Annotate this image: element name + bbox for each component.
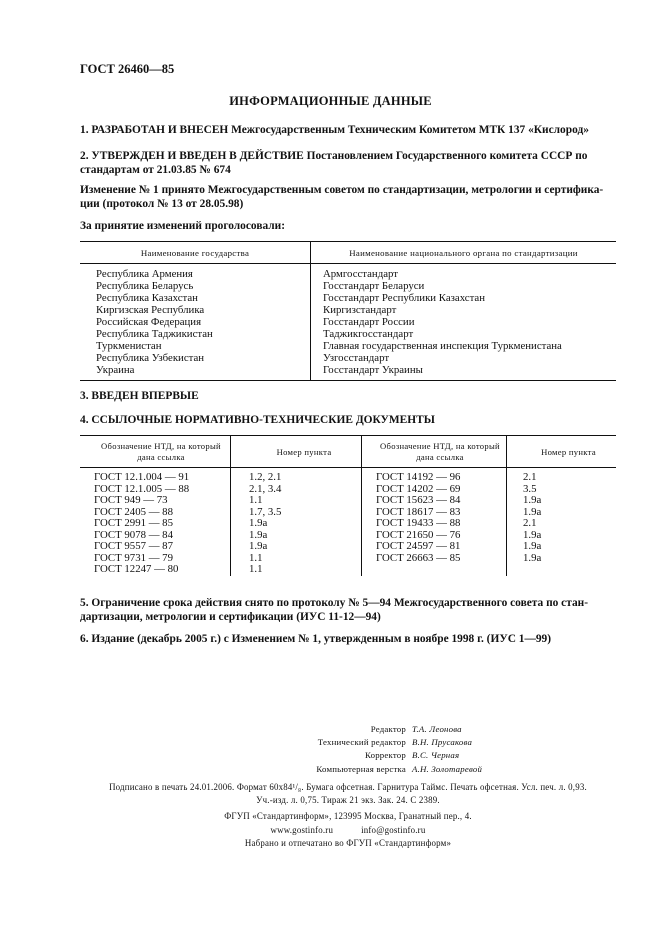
ntd-header-designation-right: Обозначение НТД, на который дана ссылка: [362, 436, 507, 468]
table-row: [80, 340, 616, 352]
ntd-clause: 1.1: [231, 553, 362, 565]
ntd-clause: 1.9а: [523, 494, 542, 506]
ntd-clause: 1.9а: [523, 540, 542, 552]
table-row: [80, 304, 616, 316]
ntd-designation: ГОСТ 949 — 73: [80, 495, 231, 507]
ntd-designation: ГОСТ 15623 — 84: [362, 495, 507, 507]
section-2: 2. УТВЕРЖДЕН И ВВЕДЕН В ДЕЙСТВИЕ Постановлением Государственного комитета СССР по стандартам от 21.03.85 № 674: [80, 150, 588, 176]
table-row: [80, 264, 616, 281]
standards-body: Госстандарт Республики Казахстан: [323, 292, 485, 304]
ntd-clause: 1.9а: [523, 528, 542, 541]
credit-person: А.Н. Золотаревой: [412, 763, 483, 774]
ntd-clause: 1.9а: [231, 530, 362, 542]
table-row: [80, 564, 616, 576]
ntd-clause: 1.9а: [523, 505, 542, 518]
ntd-header-clause-left: Номер пункта: [231, 436, 362, 468]
ntd-designation: ГОСТ 18617 — 83: [362, 507, 507, 519]
document-code: ГОСТ 26460—85: [80, 62, 175, 76]
ntd-designation: ГОСТ 9078 — 84: [80, 530, 231, 542]
standards-body: Армгосстандарт: [323, 268, 398, 280]
state-name: Республика Узбекистан: [80, 352, 311, 364]
credit-row: [236, 723, 496, 736]
section-6: 6. Издание (декабрь 2005 г.) с Изменением № 1, утвержденным в ноябре 1998 г. (ИУС 1—99): [80, 633, 552, 645]
state-name: Российская Федерация: [80, 316, 311, 328]
table-row: [80, 280, 616, 292]
ntd-designation: ГОСТ 26663 — 85: [362, 553, 507, 565]
voted-heading: За принятие изменений проголосовали:: [80, 220, 286, 232]
ntd-header-clause-right: Номер пункта: [507, 436, 617, 468]
publisher-email-link[interactable]: info@gostinfo.ru: [361, 824, 426, 835]
ntd-clause: 1.1: [231, 495, 362, 507]
table-row: [80, 468, 616, 484]
credit-person: В.Н. Прусакова: [412, 737, 473, 748]
ntd-designation: ГОСТ 12247 — 80: [80, 564, 231, 576]
ntd-designation: ГОСТ 14192 — 96: [362, 468, 507, 484]
section-4: 4. ССЫЛОЧНЫЕ НОРМАТИВНО-ТЕХНИЧЕСКИЕ ДОКУМЕНТЫ: [80, 414, 435, 426]
standards-body: Киргизстандарт: [323, 304, 397, 316]
ntd-designation: ГОСТ 12.1.005 — 88: [80, 484, 231, 496]
credit-role: Технический редактор: [317, 737, 406, 748]
ntd-designation: ГОСТ 9557 — 87: [80, 541, 231, 553]
standards-body: Госстандарт России: [323, 316, 415, 328]
ntd-designation: ГОСТ 2991 — 85: [80, 518, 231, 530]
standards-body: Госстандарт Украины: [323, 364, 423, 376]
credit-role: Редактор: [370, 724, 406, 734]
credit-row: [236, 763, 496, 776]
standards-body: Госстандарт Беларуси: [323, 280, 425, 292]
credit-role: Компьютерная верстка: [316, 763, 406, 774]
publisher-printed-by: Набрано и отпечатано во ФГУП «Стандартинформ»: [244, 838, 452, 848]
credit-person: В.С. Черная: [412, 750, 460, 761]
state-name: Туркменистан: [80, 340, 311, 352]
credit-role: Корректор: [364, 750, 406, 761]
credits-block: [236, 723, 496, 776]
publisher-address: ФГУП «Стандартинформ», 123995 Москва, Гранатный пер., 4.: [224, 811, 472, 821]
table-row: [80, 352, 616, 364]
ntd-clause: 3.5: [523, 482, 537, 495]
states-header-state: Наименование государства: [80, 242, 311, 264]
ntd-clause: 1.9а: [231, 518, 362, 530]
credit-row: [236, 749, 496, 762]
ntd-clause: [507, 564, 617, 576]
section-1: 1. РАЗРАБОТАН И ВНЕСЕН Межгосударственным Техническим Комитетом МТК 137 «Кислород»: [80, 124, 589, 136]
ntd-clause: 1.2, 2.1: [231, 468, 362, 484]
ntd-designation: ГОСТ 12.1.004 — 91: [80, 468, 231, 484]
references-table: [80, 435, 616, 576]
ntd-clause: 1.9а: [523, 551, 542, 564]
imprint-line-2: Уч.-изд. л. 0,75. Тираж 21 экз. Зак. 24. С 2389.: [256, 795, 440, 805]
credit-person: Т.А. Леонова: [412, 724, 462, 734]
state-name: Республика Армения: [80, 264, 311, 281]
publisher-website-link[interactable]: www.gostinfo.ru: [270, 824, 334, 835]
table-row: [80, 316, 616, 328]
section-5: 5. Ограничение срока действия снято по протоколу № 5—94 Межгосударственного совета по стан-дартизации, метрологии и сертификации (ИУС 11-12—94): [80, 597, 589, 623]
table-row: [80, 495, 616, 507]
standards-body: Узгосстандарт: [323, 352, 390, 364]
state-name: Республика Беларусь: [80, 280, 311, 292]
table-row: [80, 364, 616, 381]
imprint-line-1: Подписано в печать 24.01.2006. Формат 60x84¹/₈. Бумага офсетная. Гарнитура Таймс. Печать офсетная. Усл. печ. л. 0,93.: [109, 782, 587, 792]
credit-row: [236, 736, 496, 749]
state-name: Республика Казахстан: [80, 292, 311, 304]
ntd-clause: 2.1: [523, 517, 537, 529]
page-title: ИНФОРМАЦИОННЫЕ ДАННЫЕ: [229, 94, 432, 108]
state-name: Республика Таджикистан: [80, 328, 311, 340]
change-note: Изменение № 1 принято Межгосударственным советом по стандартизации, метрологии и сертифика-ции (протокол № 13 от 28.05.98): [80, 184, 604, 210]
state-name: Украина: [80, 364, 311, 381]
ntd-designation: ГОСТ 21650 — 76: [362, 530, 507, 542]
publisher-contacts: [80, 824, 616, 838]
table-row: [80, 328, 616, 340]
ntd-designation: ГОСТ 14202 — 69: [362, 484, 507, 496]
table-row: [80, 541, 616, 553]
ntd-clause: 2.1, 3.4: [231, 484, 362, 496]
standards-body: Таджикгосстандарт: [323, 328, 414, 340]
states-header-body: Наименование национального органа по стандартизации: [311, 242, 617, 264]
table-row: [80, 518, 616, 530]
ntd-clause: 1.9а: [231, 541, 362, 553]
section-3: 3. ВВЕДЕН ВПЕРВЫЕ: [80, 390, 199, 402]
ntd-clause: 2.1: [523, 471, 537, 483]
ntd-designation: ГОСТ 19433 — 88: [362, 518, 507, 530]
state-name: Киргизская Республика: [80, 304, 311, 316]
ntd-clause: 1.7, 3.5: [231, 507, 362, 519]
standards-body: Главная государственная инспекция Туркменистана: [323, 340, 562, 352]
states-table: [80, 241, 616, 381]
ntd-designation: ГОСТ 9731 — 79: [80, 553, 231, 565]
ntd-designation: ГОСТ 2405 — 88: [80, 507, 231, 519]
ntd-designation: ГОСТ 24597 — 81: [362, 541, 507, 553]
ntd-designation: [362, 564, 507, 576]
ntd-clause: 1.1: [231, 564, 362, 576]
print-imprint: [80, 781, 616, 807]
ntd-header-designation-left: Обозначение НТД, на который дана ссылка: [80, 436, 231, 468]
publisher-info: [80, 810, 616, 851]
table-row: [80, 292, 616, 304]
